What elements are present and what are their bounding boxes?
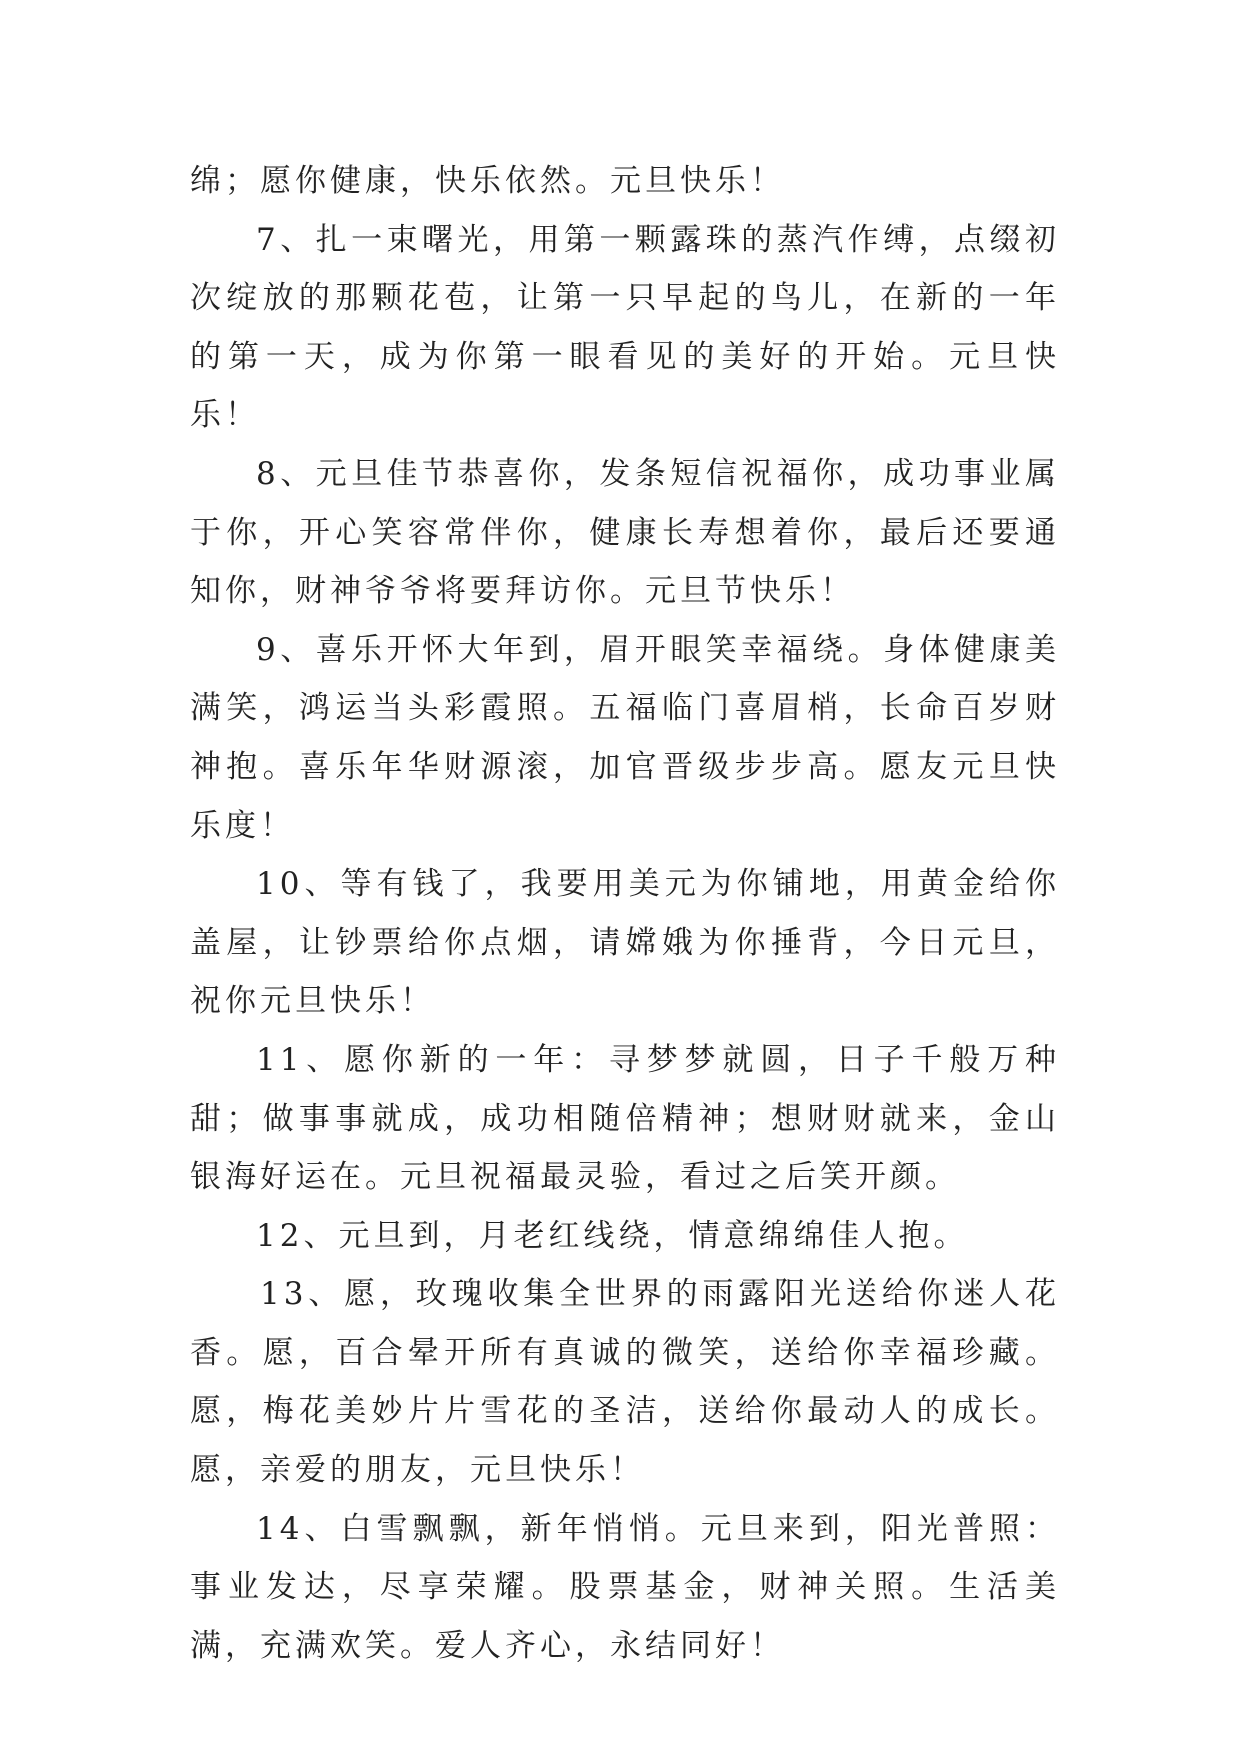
paragraph-11: 11、愿你新的一年：寻梦梦就圆，日子千般万种甜；做事事就成，成功相随倍精神；想财财就来，金山银海好运在。元旦祝福最灵验，看过之后笑开颜。 [190,1041,1060,1196]
paragraph-14: 14、白雪飘飘，新年悄悄。元旦来到，阳光普照：事业发达，尽享荣耀。股票基金，财神关照。生活美满，充满欢笑。爱人齐心，永结同好！ [190,1510,1060,1664]
paragraph-10: 10、等有钱了，我要用美元为你铺地，用黄金给你盖屋，让钞票给你点烟，请嫦娥为你捶背，今日元旦，祝你元旦快乐！ [190,866,1060,1020]
paragraph-8: 8、元旦佳节恭喜你，发条短信祝福你，成功事业属于你，开心笑容常伴你，健康长寿想着你，最后还要通知你，财神爷爷将要拜访你。元旦节快乐！ [190,455,1060,610]
paragraph-13: 13、愿，玫瑰收集全世界的雨露阳光送给你迷人花香。愿，百合晕开所有真诚的微笑，送给你幸福珍藏。愿，梅花美妙片片雪花的圣洁，送给你最动人的成长。愿，亲爱的朋友，元旦快乐！ [190,1276,1060,1489]
paragraph-9: 9、喜乐开怀大年到，眉开眼笑幸福绕。身体健康美满笑，鸿运当头彩霞照。五福临门喜眉梢，长命百岁财神抱。喜乐年华财源滚，加官晋级步步高。愿友元旦快乐度！ [190,631,1060,844]
paragraph-7: 7、扎一束曙光，用第一颗露珠的蒸汽作缚，点缀初次绽放的那颗花苞，让第一只早起的鸟儿，在新的一年的第一天，成为你第一眼看见的美好的开始。元旦快乐！ [190,221,1060,434]
document-body [190,152,1060,1675]
paragraph-12: 12、元旦到，月老红线绕，情意绵绵佳人抱。 [256,1217,969,1254]
paragraph-6-continuation: 绵；愿你健康，快乐依然。元旦快乐！ [190,163,785,199]
